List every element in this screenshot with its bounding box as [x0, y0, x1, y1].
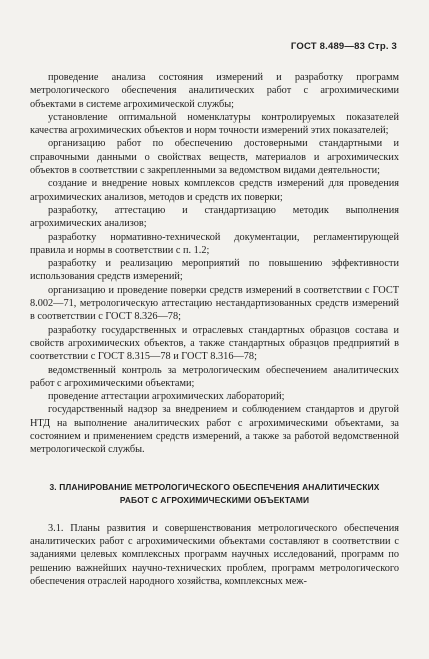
list-paragraph: создание и внедрение новых комплексов средств измерений для проведения агрохимических анализов, методов и средств их поверки; — [30, 178, 399, 203]
list-paragraph: разработку, аттестацию и стандартизацию методик выполнения агрохимических анализов; — [30, 204, 399, 230]
list-paragraph: государственный надзор за внедрением и соблюдением стандартов и другой НТД на выполнение аналитических работ с агрохимическими объектами, за состоянием и применением средств измерений, а также за работой ведомственной метрологической службы. — [30, 404, 399, 456]
list-paragraph: установление оптимальной номенклатуры контролируемых показателей качества агрохимических объектов и норм точности измерений этих показателей; — [30, 111, 399, 137]
list-paragraph: разработку и реализацию мероприятий по повышению эффективности использования средств измерений; — [30, 258, 399, 283]
document-body — [30, 71, 399, 588]
list-paragraph: организацию работ по обеспечению достоверными стандартными и справочными данными о свойствах веществ, материалов и агрохимических объектов в соответствии с закрепленными за ведомством видами деятельности; — [30, 138, 399, 177]
list-paragraph: разработку государственных и отраслевых стандартных образцов состава и свойств агрохимических объектов, а также стандартных образцов предприятий в соответствии с ГОСТ 8.315—78 и ГОСТ 8.316—78; — [30, 324, 399, 363]
section-paragraph: 3.1. Планы развития и совершенствования метрологического обеспечения аналитических работ с агрохимическими объектами составляют в соответствии с заданиями целевых комплексных программ научных исследований, программ по решению важнейших научно-технических проблем, программ метрологического обеспечения отраслей народного хозяйства, комплексных меж- — [30, 522, 399, 587]
list-paragraph: разработку нормативно-технической документации, регламентирующей правила и нормы в соответствии с п. 1.2; — [30, 231, 399, 256]
list-paragraph: организацию и проведение поверки средств измерений в соответствии с ГОСТ 8.002—71, метрологическую аттестацию нестандартизованных средств измерений в соответствии с ГОСТ 8.326—78; — [30, 284, 399, 323]
list-paragraph: проведение аттестации агрохимических лабораторий; — [48, 391, 285, 403]
page-header: ГОСТ 8.489—83 Стр. 3 — [290, 41, 397, 52]
list-paragraph: ведомственный контроль за метрологическим обеспечением аналитических работ с агрохимическими объектами; — [30, 364, 399, 389]
section-heading: 3. ПЛАНИРОВАНИЕ МЕТРОЛОГИЧЕСКОГО ОБЕСПЕЧЕНИЯ АНАЛИТИЧЕСКИХ РАБОТ С АГРОХИМИЧЕСКИМИ ОБЪЕКТАМИ — [49, 481, 380, 505]
list-paragraph: проведение анализа состояния измерений и разработку программ метрологического обеспечения аналитических работ с агрохимическими объектами в системе агрохимической службы; — [30, 72, 399, 110]
